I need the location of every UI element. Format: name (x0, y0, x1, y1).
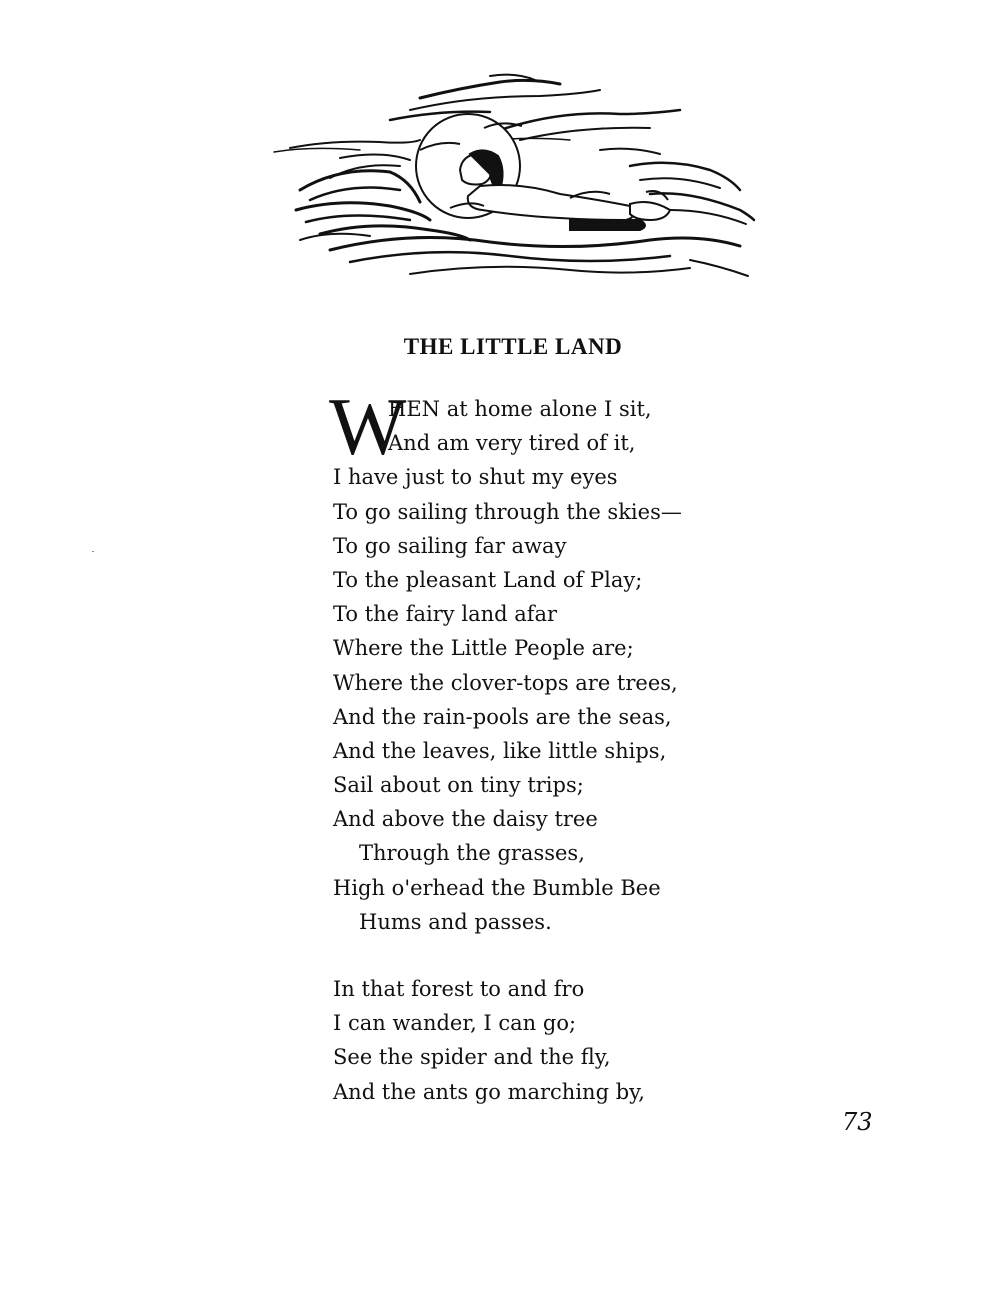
poem-line: And the ants go marching by, (333, 1079, 645, 1104)
poem-line: And the leaves, like little ships, (333, 738, 667, 763)
poem-line: To the pleasant Land of Play; (333, 567, 643, 592)
poem-line: I can wander, I can go; (333, 1011, 577, 1036)
poem-line: And am very tired of it, (388, 431, 636, 456)
poem-title: THE LITTLE LAND (403, 334, 623, 359)
poem-line: See the spider and the fly, (333, 1045, 611, 1070)
stanza-break (333, 939, 853, 972)
child-on-cloud-with-moon-illustration-icon (270, 70, 760, 280)
poem-line: In that forest to and fro (333, 977, 585, 1001)
poem-line: Where the clover-tops are trees, (333, 670, 678, 695)
poem-line: Where the Little People are; (333, 636, 634, 661)
drop-cap: W (329, 381, 407, 472)
poem-line: And above the daisy tree (333, 807, 598, 832)
poem-line: To go sailing far away (333, 533, 567, 558)
poem-line: And the rain-pools are the seas, (333, 704, 672, 729)
poem-line: HEN at home alone I sit, (388, 397, 652, 421)
poem-line: Through the grasses, (359, 841, 585, 866)
poem-line: Sail about on tiny trips; (333, 773, 584, 798)
page-number: 73 (842, 1108, 873, 1136)
poem-line: High o'erhead the Bumble Bee (333, 875, 661, 900)
poem-line: I have just to shut my eyes (333, 465, 618, 490)
poem-line: To go sailing through the skies— (333, 499, 682, 524)
poem-line: Hums and passes. (359, 909, 552, 934)
poem-body (329, 381, 853, 1109)
poem-line: To the fairy land afar (333, 602, 558, 627)
margin-speck (92, 551, 94, 552)
